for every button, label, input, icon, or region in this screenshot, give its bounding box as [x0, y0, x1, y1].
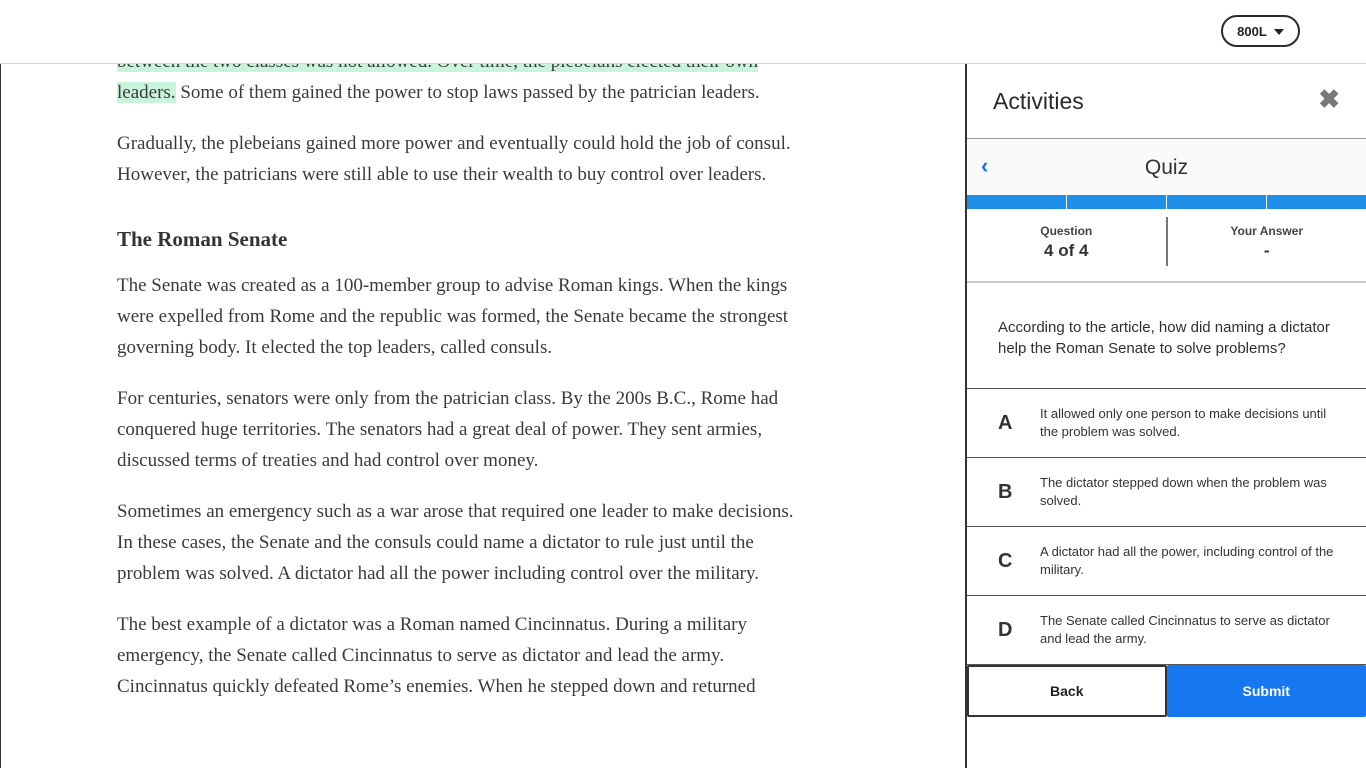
- choice-text: The dictator stepped down when the problem was solved.: [1040, 475, 1327, 508]
- choice-text: It allowed only one person to make decisions until the problem was solved.: [1040, 406, 1327, 439]
- article-paragraph: Gradually, the plebeians gained more power and eventually could hold the job of consul. However, the patricians were still able to use their wealth to buy control over leaders.: [117, 133, 791, 185]
- progress-segment: [967, 195, 1067, 209]
- chevron-left-icon[interactable]: ‹: [981, 153, 989, 178]
- choice-letter: B: [998, 480, 1013, 503]
- progress-segment: [1267, 195, 1366, 209]
- close-icon[interactable]: ✖: [1318, 84, 1340, 114]
- caret-down-icon: [1274, 29, 1284, 35]
- reading-level-dropdown[interactable]: [1221, 15, 1300, 47]
- panel-header: [967, 64, 1366, 139]
- choice-text: A dictator had all the power, including control of the military.: [1040, 544, 1334, 577]
- panel-title: Activities: [993, 88, 1084, 114]
- article-paragraph: The best example of a dictator was a Roman named Cincinnatus. During a military emergency, the Senate called Cincinnatus to serve as dictator and lead the army. Cincinnatus quickly defeated Rome’s enemies. When he stepped down and returned: [117, 614, 756, 697]
- quiz-title: Quiz: [1144, 156, 1189, 179]
- choice-letter: D: [998, 618, 1013, 641]
- submit-button[interactable]: Submit: [1167, 665, 1366, 717]
- quiz-actions: [967, 665, 1366, 717]
- article-body: [0, 64, 965, 768]
- answer-choice-d[interactable]: [967, 596, 1366, 665]
- highlighted-text[interactable]: leaders.: [117, 51, 758, 103]
- choice-letter: A: [998, 411, 1013, 434]
- section-heading: The Roman Senate: [117, 227, 288, 251]
- article-paragraph: For centuries, senators were only from the patrician class. By the 200s B.C., Rome had conquered huge territories. The senators had a great deal of power. They sent armies, discussed terms of treaties and had control over money.: [117, 388, 779, 471]
- article-paragraph: leaders. Some of them gained the power to stop laws passed by the patrician leaders.: [117, 46, 807, 108]
- answer-choice-b[interactable]: [967, 458, 1366, 527]
- back-button[interactable]: Back: [967, 665, 1167, 717]
- progress-segment: [1167, 195, 1267, 209]
- article-paragraph: Sometimes an emergency such as a war arose that required one leader to make decisions. In these cases, the Senate and the consuls could name a dictator to rule just until the problem was solved. A dictator had all the power including control over the military.: [117, 501, 794, 584]
- activities-panel: [965, 64, 1366, 768]
- top-bar: [0, 0, 1366, 64]
- choice-text: The Senate called Cincinnatus to serve as dictator and lead the army.: [1040, 613, 1330, 646]
- question-info: [967, 209, 1366, 283]
- answer-choice-a[interactable]: [967, 389, 1366, 458]
- your-answer: Your Answer -: [1230, 224, 1304, 260]
- reading-level-label: 800L: [1237, 23, 1267, 39]
- quiz-progress-bar: [967, 195, 1366, 209]
- article-paragraph: The Senate was created as a 100-member group to advise Roman kings. When the kings were expelled from Rome and the republic was formed, the Senate became the strongest governing body. It elected the top leaders, called consuls.: [117, 275, 789, 358]
- question-counter: Question 4 of 4: [967, 217, 1168, 266]
- question-text: According to the article, how did naming a dictator help the Roman Senate to solve problems?: [967, 283, 1366, 389]
- progress-segment: [1067, 195, 1167, 209]
- answer-choice-c[interactable]: [967, 527, 1366, 596]
- choice-letter: C: [998, 549, 1013, 572]
- quiz-header: [967, 139, 1366, 195]
